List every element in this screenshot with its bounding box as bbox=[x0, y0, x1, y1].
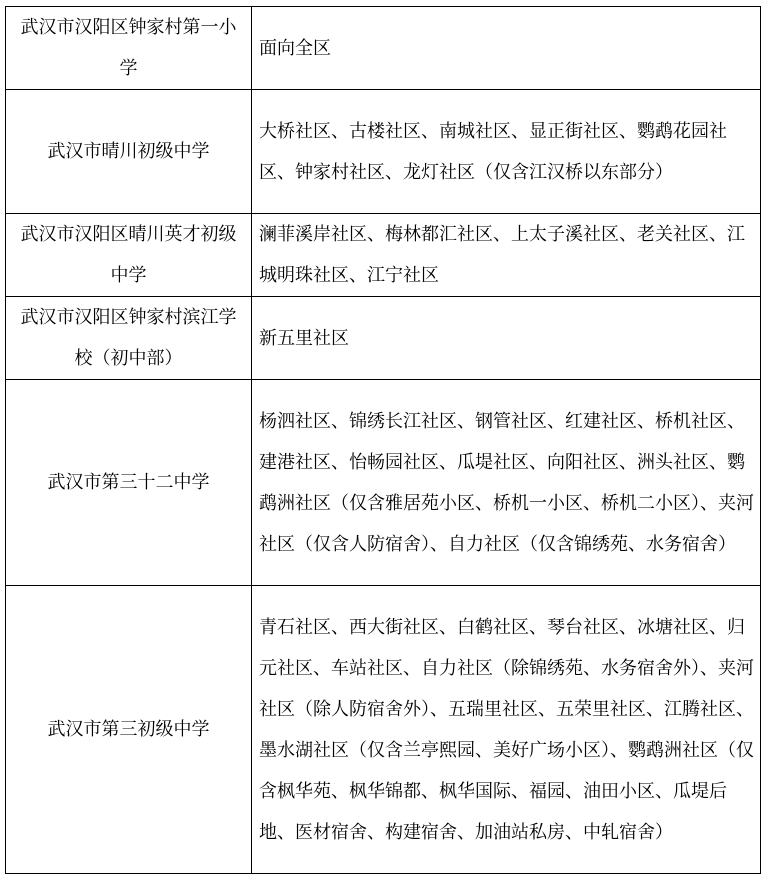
school-name-cell: 武汉市汉阳区钟家村滨江学校（初中部） bbox=[6, 297, 252, 380]
table-row bbox=[6, 297, 761, 380]
service-area-cell: 大桥社区、古楼社区、南城社区、显正街社区、鹦鹉花园社区、钟家村社区、龙灯社区（仅含江汉桥以东部分） bbox=[252, 90, 761, 214]
service-area-cell: 澜菲溪岸社区、梅林都汇社区、上太子溪社区、老关社区、江城明珠社区、江宁社区 bbox=[252, 214, 761, 297]
service-area-cell: 面向全区 bbox=[252, 7, 761, 90]
service-area-cell: 杨泗社区、锦绣长江社区、钢管社区、红建社区、桥机社区、建港社区、怡畅园社区、瓜堤社区、向阳社区、洲头社区、鹦鹉洲社区（仅含雅居苑小区、桥机一小区、桥机二小区）、夹河社区（仅含人防宿舍）、自力社区（仅含锦绣苑、水务宿舍） bbox=[252, 380, 761, 586]
service-area-cell: 新五里社区 bbox=[252, 297, 761, 380]
table-row bbox=[6, 90, 761, 214]
table-row bbox=[6, 7, 761, 90]
table-row bbox=[6, 380, 761, 586]
school-district-table bbox=[5, 6, 761, 874]
table-row bbox=[6, 214, 761, 297]
school-name-cell: 武汉市第三十二中学 bbox=[6, 380, 252, 586]
table-row bbox=[6, 586, 761, 874]
service-area-cell: 青石社区、西大街社区、白鹤社区、琴台社区、冰塘社区、归元社区、车站社区、自力社区（除锦绣苑、水务宿舍外）、夹河社区（除人防宿舍外）、五瑞里社区、五荣里社区、江腾社区、墨水湖社区（仅含兰亭熙园、美好广场小区）、鹦鹉洲社区（仅含枫华苑、枫华锦都、枫华国际、福园、油田小区、瓜堤后地、医材宿舍、构建宿舍、加油站私房、中轧宿舍） bbox=[252, 586, 761, 874]
school-name-cell: 武汉市第三初级中学 bbox=[6, 586, 252, 874]
school-name-cell: 武汉市汉阳区钟家村第一小学 bbox=[6, 7, 252, 90]
school-name-cell: 武汉市晴川初级中学 bbox=[6, 90, 252, 214]
school-name-cell: 武汉市汉阳区晴川英才初级中学 bbox=[6, 214, 252, 297]
